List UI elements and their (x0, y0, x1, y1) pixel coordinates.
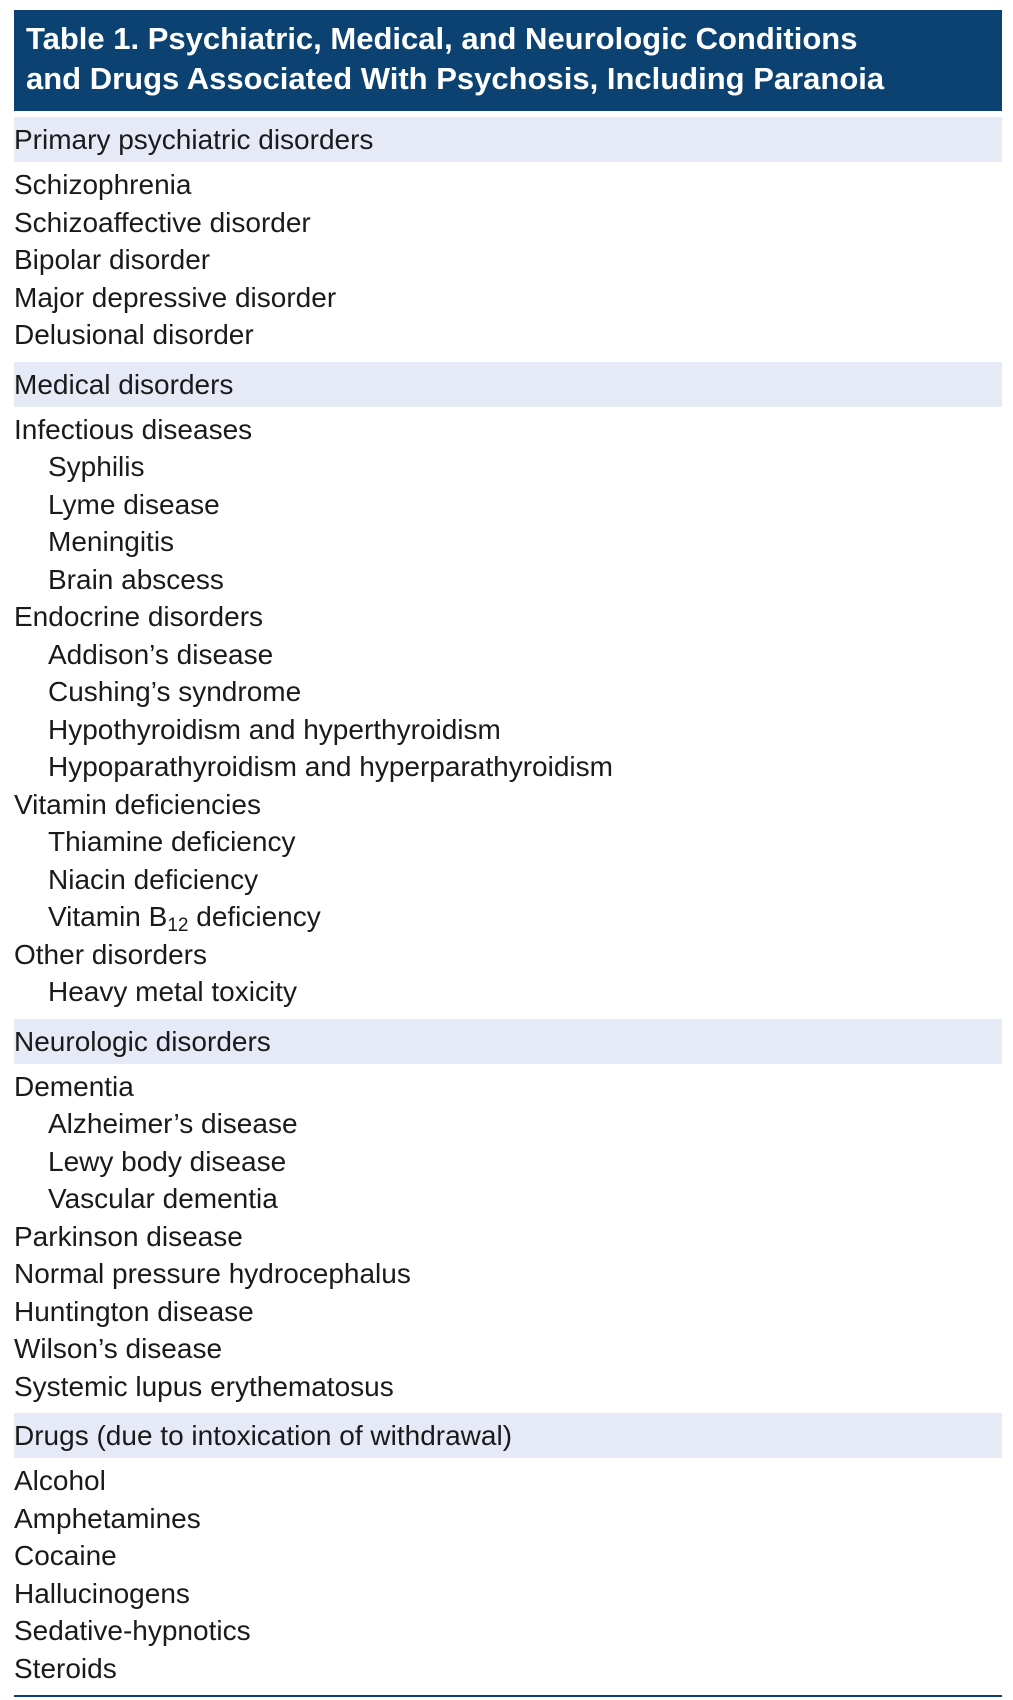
item-text: Alcohol (14, 1465, 106, 1496)
item-text: Hypothyroidism and hyperthyroidism (48, 713, 501, 745)
section-heading (14, 1413, 1002, 1458)
section-heading (14, 362, 1002, 407)
item-text: Major depressive disorder (14, 281, 337, 313)
item-text: Thiamine deficiency (48, 826, 296, 857)
list-item (14, 166, 1002, 204)
item-text: Schizoaffective disorder (14, 206, 311, 238)
list-subitem (14, 898, 1002, 936)
item-text: Alzheimer’s disease (48, 1108, 298, 1139)
item-text: Normal pressure hydrocephalus (14, 1258, 411, 1289)
list-subitem (14, 823, 1002, 861)
list-item (14, 1612, 1002, 1650)
list-item (14, 1462, 1002, 1500)
section-heading (14, 1019, 1002, 1064)
section-item-list (14, 162, 1002, 356)
section-heading-label: Neurologic disorders (14, 1025, 271, 1057)
table-title-line-1: Table 1. Psychiatric, Medical, and Neurologic Conditions (26, 21, 858, 56)
list-subitem (14, 673, 1002, 711)
item-text: Huntington disease (14, 1295, 254, 1327)
list-item (14, 1368, 1002, 1406)
item-text: Brain abscess (48, 563, 224, 595)
list-item (14, 204, 1002, 242)
list-item (14, 1255, 1002, 1293)
list-item (14, 316, 1002, 354)
item-text: Lewy body disease (48, 1145, 287, 1177)
item-text: Syphilis (48, 451, 145, 482)
table-body (14, 117, 1002, 1689)
bottom-rule (14, 1695, 1002, 1697)
item-text: Other disorders (14, 938, 207, 970)
item-text: Sedative-hypnotics (14, 1615, 251, 1646)
list-item (14, 1293, 1002, 1331)
item-text: Lyme disease (48, 488, 220, 520)
item-text: Vascular dementia (48, 1183, 278, 1214)
list-subitem (14, 486, 1002, 524)
list-item (14, 1650, 1002, 1688)
item-text: Infectious diseases (14, 413, 253, 445)
section-heading-label: Medical disorders (14, 368, 234, 400)
item-text: Vitamin B (48, 901, 168, 932)
conditions-table (14, 10, 1002, 1697)
list-item (14, 1500, 1002, 1538)
list-item (14, 1575, 1002, 1613)
item-text: Steroids (14, 1652, 117, 1684)
list-item (14, 279, 1002, 317)
item-text: Dementia (14, 1070, 134, 1102)
item-text-suffix: deficiency (188, 901, 321, 932)
item-text: Delusional disorder (14, 319, 254, 350)
item-text: Cushing’s syndrome (48, 676, 302, 707)
list-subitem (14, 861, 1002, 899)
item-text: Meningitis (48, 526, 175, 557)
section-heading (14, 117, 1002, 162)
list-item (14, 598, 1002, 636)
item-text: Addison’s disease (48, 638, 274, 670)
item-text: Niacin deficiency (48, 863, 259, 895)
list-subitem (14, 1180, 1002, 1218)
list-subitem (14, 636, 1002, 674)
list-item (14, 1537, 1002, 1575)
list-subitem (14, 523, 1002, 561)
item-text: Hallucinogens (14, 1577, 190, 1609)
list-subitem (14, 1105, 1002, 1143)
item-text: Parkinson disease (14, 1220, 243, 1252)
list-item (14, 936, 1002, 974)
list-subitem (14, 1143, 1002, 1181)
section-heading-label: Drugs (due to intoxication of withdrawal) (14, 1420, 513, 1451)
table-title (14, 10, 1002, 111)
list-item (14, 786, 1002, 824)
item-text: Systemic lupus erythematosus (14, 1370, 394, 1402)
item-text: Vitamin deficiencies (14, 788, 261, 820)
list-subitem (14, 448, 1002, 486)
list-item (14, 241, 1002, 279)
list-subitem (14, 973, 1002, 1011)
item-text: Bipolar disorder (14, 244, 211, 275)
item-text: Wilson’s disease (14, 1333, 223, 1364)
list-item (14, 411, 1002, 449)
list-item (14, 1330, 1002, 1368)
section-item-list (14, 1064, 1002, 1408)
item-text: Cocaine (14, 1540, 117, 1571)
list-subitem (14, 711, 1002, 749)
list-item (14, 1068, 1002, 1106)
item-text: Endocrine disorders (14, 601, 264, 632)
item-text: Heavy metal toxicity (48, 976, 297, 1007)
item-subscript: 12 (167, 915, 189, 936)
item-text: Schizophrenia (14, 169, 192, 200)
item-text: Hypoparathyroidism and hyperparathyroidism (48, 751, 613, 782)
table-title-line-2: and Drugs Associated With Psychosis, Including Paranoia (26, 61, 885, 96)
list-item (14, 1218, 1002, 1256)
section-item-list (14, 1458, 1002, 1689)
section-heading-label: Primary psychiatric disorders (14, 124, 374, 155)
list-subitem (14, 748, 1002, 786)
list-subitem (14, 561, 1002, 599)
item-text: Amphetamines (14, 1502, 201, 1534)
section-item-list (14, 407, 1002, 1013)
